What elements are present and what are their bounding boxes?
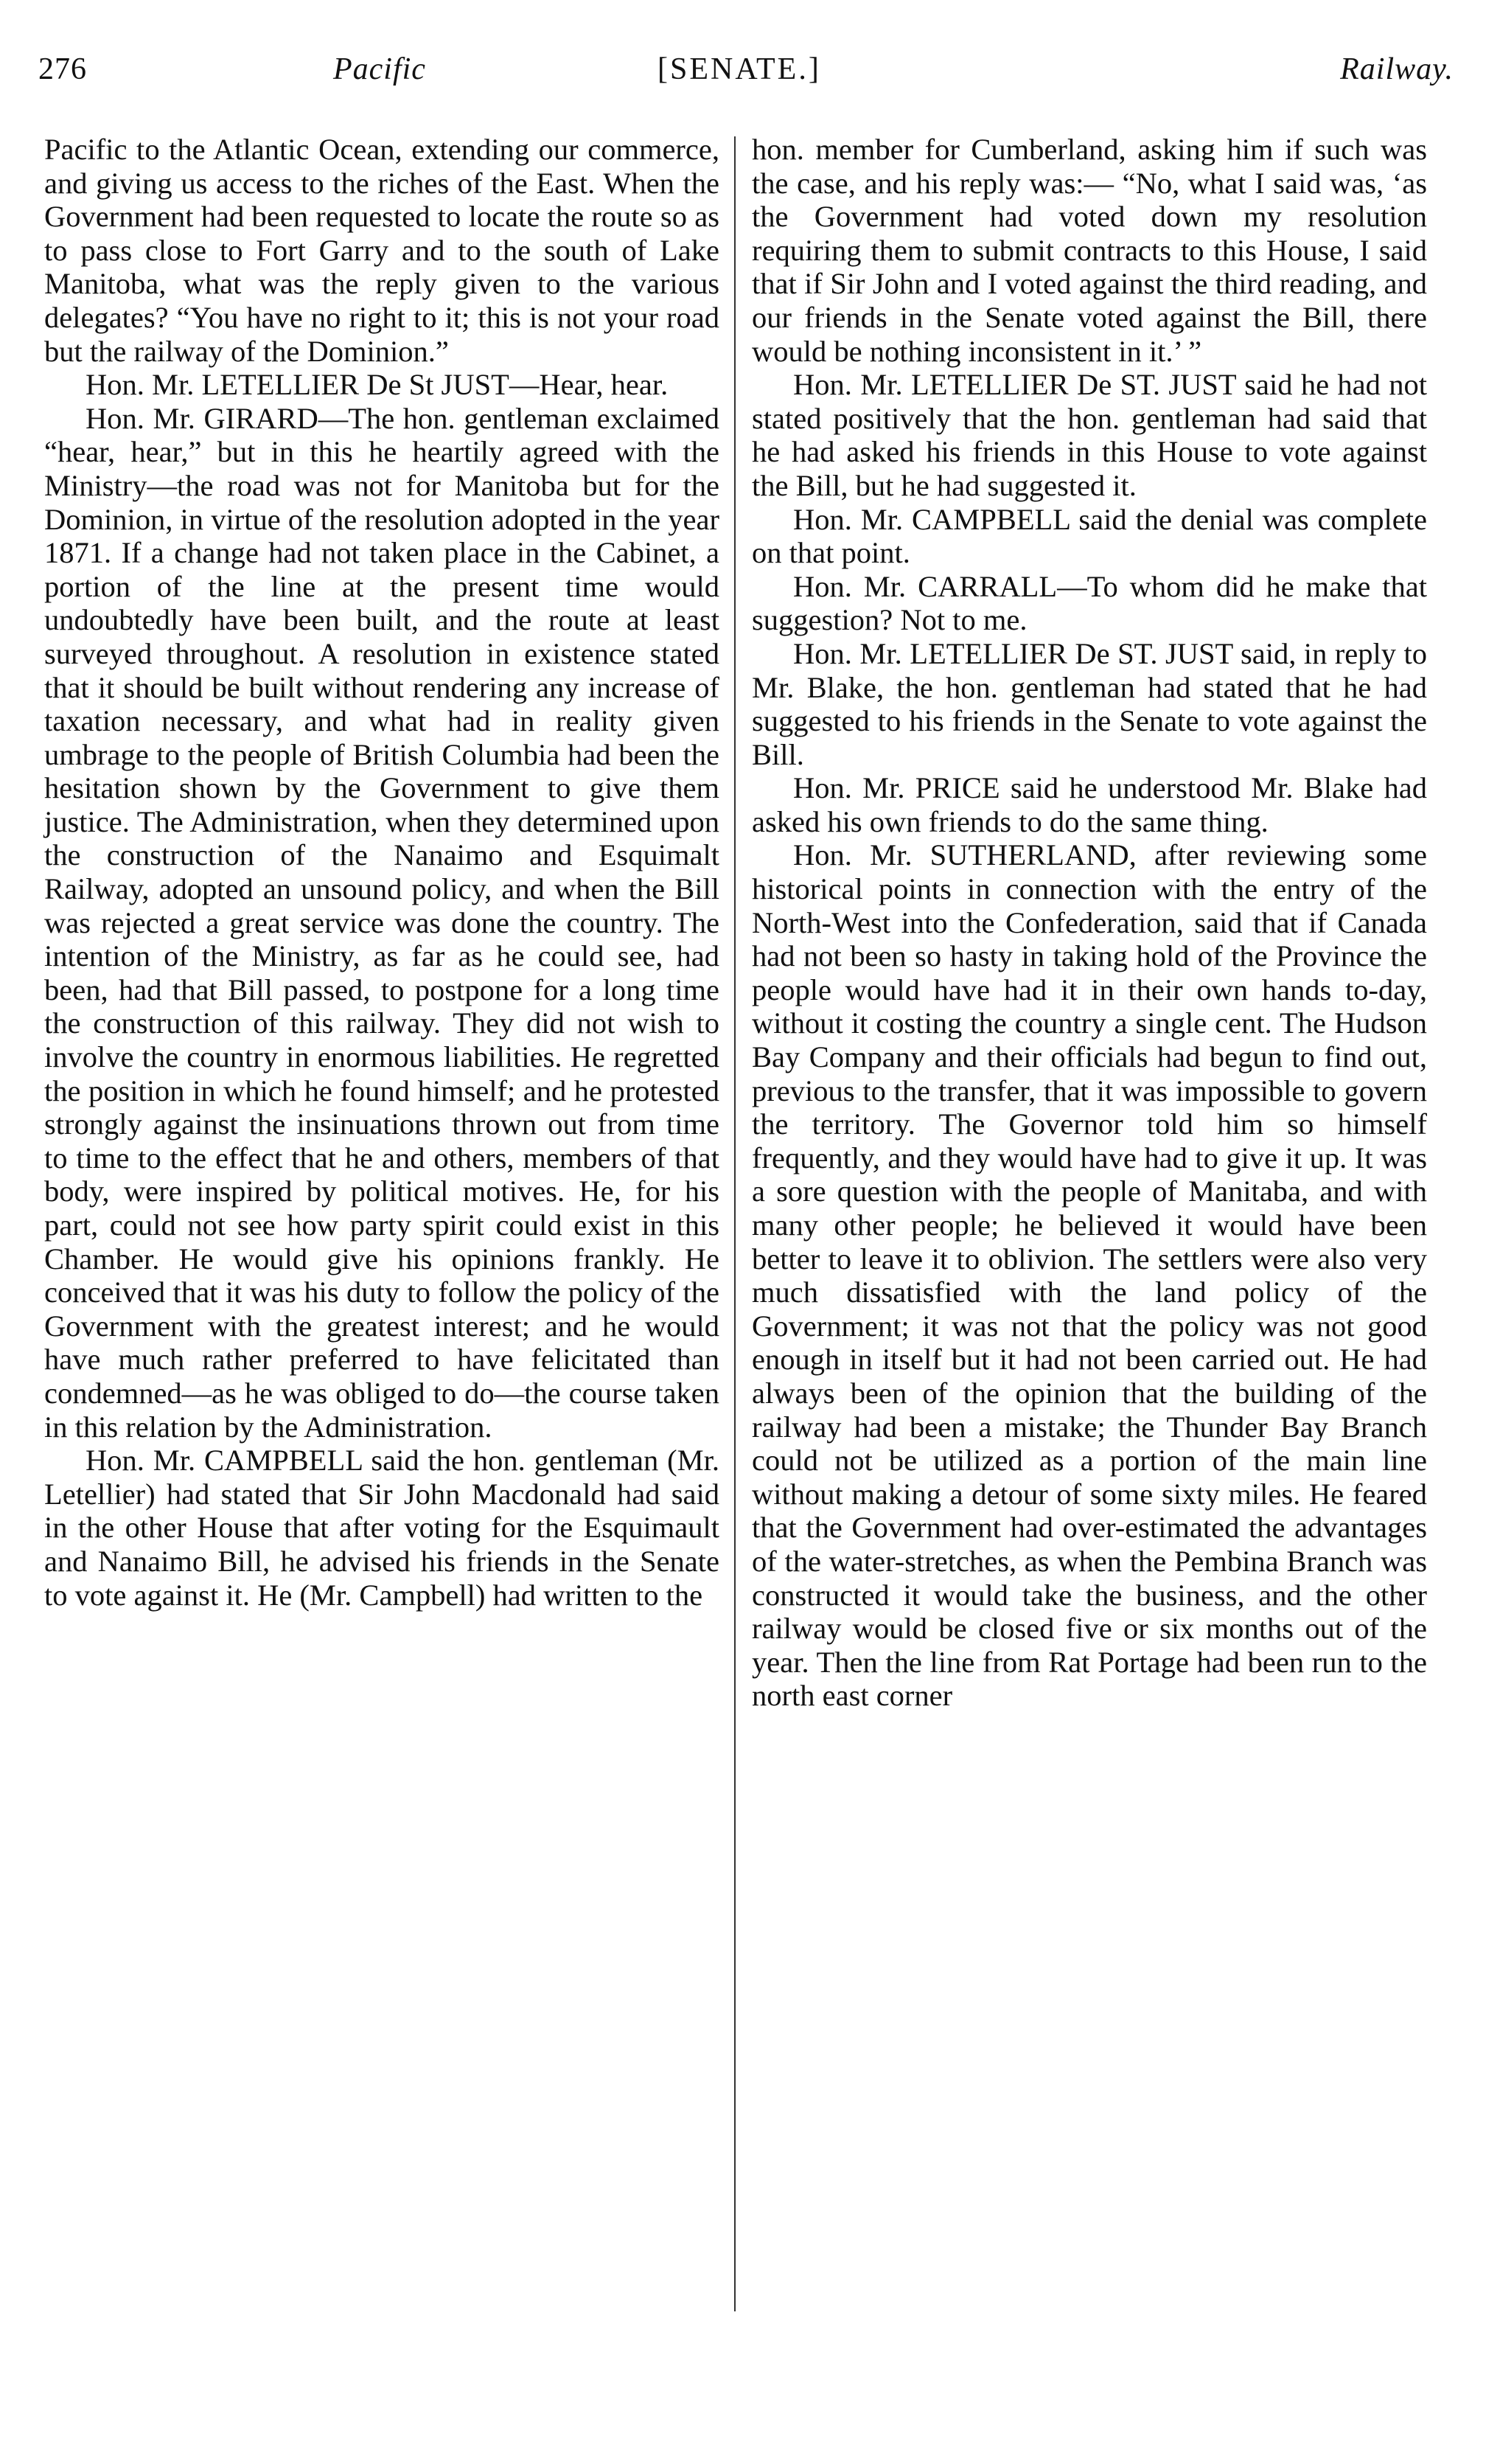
paragraph-sutherland-speech: Hon. Mr. SUTHERLAND, after reviewing some historical points in connection with the entry of the North-West into the Confederation, said that if Canada had not been so hasty in taking hold of the Province the people would have had it in their own hands to-day, without it costing the country a single cent. The Hudson Bay Company and their officials had begun to find out, previous to the transfer, that it was impossible to govern the territory. The Governor told him so himself frequently, and they would have had to give it up. It was a sore question with the people of Manitaba, and with many other people; he believed it would have been better to leave it to oblivion. The settlers were also very much dissatisfied with the land policy of the Government; it was not that the policy was not good enough in itself but it had not been carried out. He had always been of the opinion that the building of the railway had been a mistake; the Thunder Bay Branch could not be utilized as a portion of the main line without making a detour of some sixty miles. He feared that the Government had over-estimated the advantages of the water-stretches, as when the Pembina Branch was constructed it would take the business, and the other railway would be closed five or six months out of the year. Then the line from Rat Portage had been run to the north east corner: [752, 838, 1427, 1713]
paragraph-letellier-blake: Hon. Mr. LETELLIER De ST. JUST said, in reply to Mr. Blake, the hon. gentleman had stated that he had suggested to his friends in the Senate to vote against the Bill.: [752, 636, 1427, 771]
right-column: [752, 133, 1427, 1713]
paragraph-girard-speech: Hon. Mr. GIRARD—The hon. gentleman exclaimed “hear, hear,” but in this he heartily agreed with the Ministry—the road was not for Manitoba but for the Dominion, in virtue of the resolution adopted in the year 1871. If a change had not taken place in the Cabinet, a portion of the line at the present time would undoubtedly have been built, and the route at least surveyed throughout. A resolution in existence stated that it should be built without rendering any increase of taxation necessary, and what had in reality given umbrage to the people of British Columbia had been the hesitation shown by the Government to give them justice. The Administration, when they determined upon the construction of the Nanaimo and Esquimalt Railway, adopted an unsound policy, and when the Bill was rejected a great service was done the country. The intention of the Ministry, as far as he could see, had been, had that Bill passed, to postpone for a long time the construction of this railway. They did not wish to involve the country in enormous liabilities. He regretted the position in which he found himself; and he protested strongly against the insinuations thrown out from time to time to the effect that he and others, members of that body, were inspired by political motives. He, for his part, could not see how party spirit could exist in this Chamber. He would give his opinions frankly. He conceived that it was his duty to follow the policy of the Government with the greatest interest; and he would have much rather preferred to have felicitated than condemned—as he was obliged to do—the course taken in this relation by the Administration.: [44, 401, 719, 1444]
paragraph-continuation: Pacific to the Atlantic Ocean, extending our commerce, and giving us access to the riches of the East. When the Government had been requested to locate the route so as to pass close to Fort Garry and to the south of Lake Manitoba, what was the reply given to the various delegates? “You have no right to it; this is not your road but the railway of the Dominion.”: [44, 133, 719, 368]
paragraph-campbell-denial: Hon. Mr. CAMPBELL said the denial was complete on that point.: [752, 502, 1427, 570]
paragraph-campbell-statement: Hon. Mr. CAMPBELL said the hon. gentleman (Mr. Letellier) had stated that Sir John Macdonald had said in the other House that after voting for the Esquimault and Nanaimo Bill, he advised his friends in the Senate to vote against it. He (Mr. Campbell) had written to the: [44, 1444, 719, 1612]
left-column: [44, 133, 719, 1612]
running-head-center: [SENATE.]: [657, 52, 821, 86]
paragraph-price-statement: Hon. Mr. PRICE said he understood Mr. Blake had asked his own friends to do the same thing.: [752, 771, 1427, 838]
column-divider: [734, 136, 736, 2311]
page-number: 276: [38, 52, 87, 86]
paragraph-carrall-question: Hon. Mr. CARRALL—To whom did he make that suggestion? Not to me.: [752, 569, 1427, 637]
paragraph-letellier-response: Hon. Mr. LETELLIER De ST. JUST said he had not stated positively that the hon. gentleman had said that he had asked his friends in this House to vote against the Bill, but he had suggested it.: [752, 368, 1427, 502]
paragraph-letellier-interjection: Hon. Mr. LETELLIER De St JUST—Hear, hear.: [86, 368, 669, 402]
running-head-left: Pacific: [333, 52, 426, 86]
running-head-right: Railway.: [1340, 52, 1454, 86]
page-header: [38, 52, 1454, 103]
paragraph-cumberland-reply: hon. member for Cumberland, asking him if such was the case, and his reply was:— “No, what I said was, ‘as the Government had voted down my resolution requiring them to submit contracts to this House, I said that if Sir John and I voted against the third reading, and our friends in the Senate voted against the Bill, there would be nothing inconsistent in it.’ ”: [752, 133, 1427, 368]
